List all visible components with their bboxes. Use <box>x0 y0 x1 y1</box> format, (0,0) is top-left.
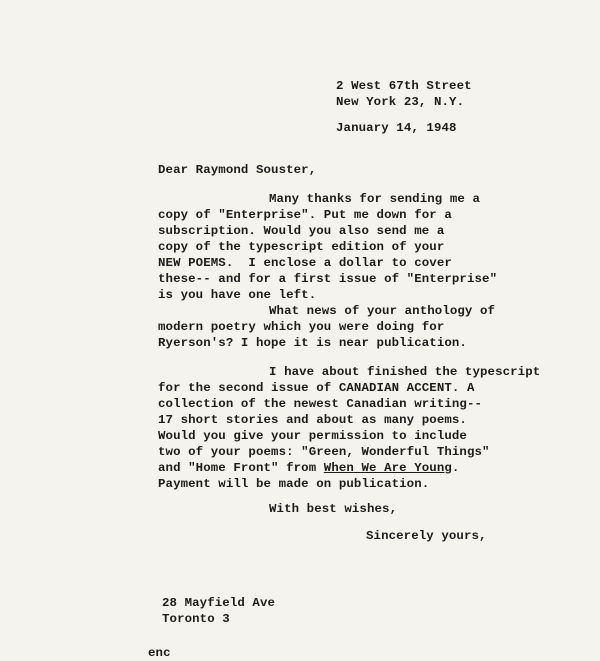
salutation: Dear Raymond Souster, <box>158 163 317 177</box>
paragraph-1-line-1: Many thanks for sending me a <box>269 192 480 206</box>
paragraph-1-line-5: NEW POEMS. I enclose a dollar to cover <box>158 256 452 270</box>
paragraph-1-line-2: copy of "Enterprise". Put me down for a <box>158 208 452 222</box>
sender-address-line-2: New York 23, N.Y. <box>336 95 465 109</box>
letter-date: January 14, 1948 <box>336 121 457 135</box>
paragraph-3-line-5: Would you give your permission to include <box>158 429 467 443</box>
closing-signoff: Sincerely yours, <box>366 529 487 543</box>
paragraph-3-line-7-post: . <box>451 461 460 475</box>
paragraph-1-line-3: subscription. Would you also send me a <box>158 224 445 238</box>
paragraph-3-line-2: for the second issue of CANADIAN ACCENT. A <box>158 381 475 395</box>
paragraph-2-line-2: modern poetry which you were doing for <box>158 320 445 334</box>
paragraph-3-line-8: Payment will be made on publication. <box>158 477 430 491</box>
book-title: When We Are Young <box>323 461 452 475</box>
paragraph-3-line-1: I have about finished the typescript <box>269 365 541 379</box>
recipient-address-line-1: 28 Mayfield Ave <box>162 596 276 610</box>
paragraph-2-line-3: Ryerson's? I hope it is near publication. <box>158 336 467 350</box>
paragraph-3-line-7 <box>158 460 459 476</box>
closing-wishes: With best wishes, <box>269 502 398 516</box>
paragraph-1-line-4: copy of the typescript edition of your <box>158 240 445 254</box>
enclosure-note: enc <box>148 646 171 660</box>
paragraph-1-line-6: these-- and for a first issue of "Enterprise" <box>158 272 498 286</box>
sender-address-line-1: 2 West 67th Street <box>336 79 472 93</box>
paragraph-3-line-7-pre: and "Home Front" from <box>158 461 324 475</box>
paragraph-3-line-6: two of your poems: "Green, Wonderful Things" <box>158 445 490 459</box>
recipient-address-line-2: Toronto 3 <box>162 612 230 626</box>
paragraph-1-line-7: is you have one left. <box>158 288 317 302</box>
paragraph-2-line-1: What news of your anthology of <box>269 304 496 318</box>
paragraph-3-line-3: collection of the newest Canadian writing-- <box>158 397 483 411</box>
paragraph-3-line-4: 17 short stories and about as many poems. <box>158 413 467 427</box>
